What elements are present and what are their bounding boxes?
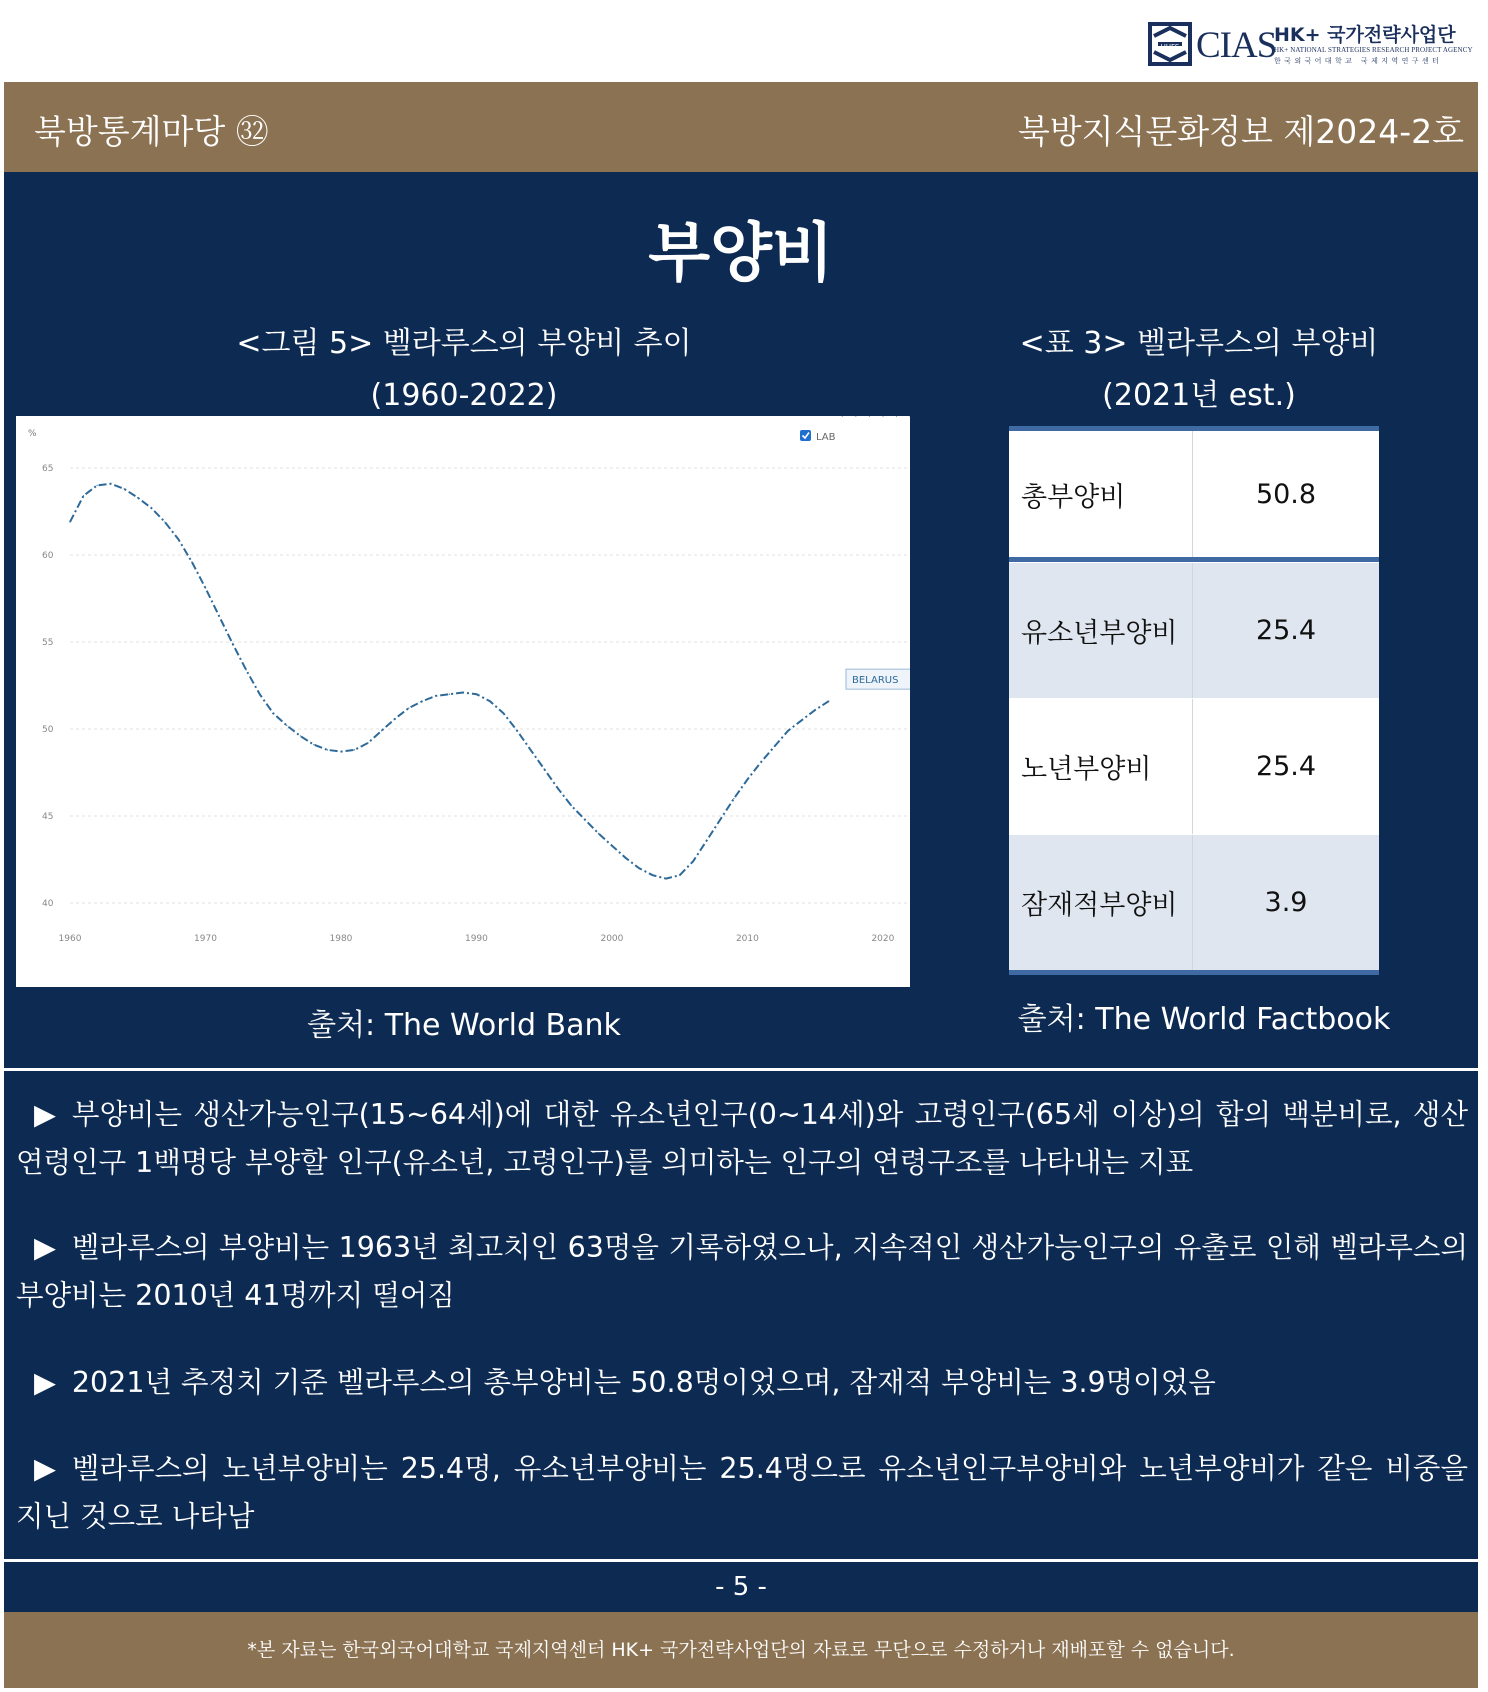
data-point [787, 730, 788, 731]
header-bar [4, 82, 1478, 172]
data-point [218, 615, 219, 616]
figure-caption-line1: <그림 5> 벨라루스의 부양비 추이 [236, 326, 692, 361]
data-point [476, 694, 477, 695]
table-row [1009, 834, 1379, 970]
data-point [83, 495, 84, 496]
data-point [611, 845, 612, 846]
series-line-belarus [70, 484, 829, 879]
logo-agency-sub: 한국외국어대학교 국제지역연구센터 [1274, 57, 1443, 65]
hufs-emblem-icon [1148, 22, 1192, 66]
summary-bullet [16, 1445, 1468, 1541]
data-point [367, 742, 368, 743]
y-tick-label: 45 [42, 812, 54, 822]
data-point [327, 749, 328, 750]
triangle-bullet-icon: ▶ [34, 1366, 56, 1399]
bullet-text: 2021년 추정치 기준 벨라루스의 총부양비는 50.8명이었으며, 잠재적 부양비는 3.9명이었음 [71, 1366, 1216, 1399]
data-point [503, 713, 504, 714]
figure-caption-line2: (1960-2022) [370, 378, 558, 413]
data-point [110, 483, 111, 484]
data-point [381, 730, 382, 731]
data-point [896, 416, 897, 417]
bullet-text: 부양비는 생산가능인구(15~64세)에 대한 유소년인구(0~14세)와 고령인구(65세 이상)의 합의 백분비로, 생산연령인구 1백명당 부양할 인구(유소년, 고령인구)를 의미하는 인구의 연령구조를 나타내는 지표 [16, 1098, 1468, 1179]
data-point [693, 861, 694, 862]
data-point [449, 694, 450, 695]
table-cell-value: 3.9 [1264, 887, 1308, 918]
series-label: BELARUS [852, 675, 899, 687]
data-point [273, 713, 274, 714]
triangle-bullet-icon: ▶ [34, 1231, 56, 1264]
x-tick-label: 2020 [871, 934, 895, 944]
data-point [191, 561, 192, 562]
data-point [828, 701, 829, 702]
copyright-notice: *본 자료는 한국외국어대학교 국제지역센터 HK+ 국가전략사업단의 자료로 무단으로 수정하거나 재배포할 수 없습니다. [4, 1612, 1478, 1688]
data-point [557, 788, 558, 789]
data-point [760, 761, 761, 762]
y-tick-label: 55 [42, 638, 54, 648]
data-point [652, 875, 653, 876]
data-point [584, 819, 585, 820]
table-cell-label: 노년부양비 [1009, 699, 1193, 834]
data-point [571, 805, 572, 806]
data-point [815, 709, 816, 710]
table-caption [999, 318, 1399, 422]
data-point [340, 751, 341, 752]
bullet-text: 벨라루스의 부양비는 1963년 최고치인 63명을 기록하였으나, 지속적인 생산가능인구의 유출로 인해 벨라루스의 부양비는 2010년 41명까지 떨어짐 [16, 1231, 1468, 1312]
data-point [706, 840, 707, 841]
data-point [96, 485, 97, 486]
figure-source: 출처: The World Bank [307, 1008, 621, 1043]
x-tick-label: 1990 [464, 934, 488, 944]
dependency-table [1009, 426, 1379, 975]
data-point [462, 692, 463, 693]
data-point [516, 730, 517, 731]
table-row [1009, 698, 1379, 834]
table-source: 출처: The World Factbook [1017, 1002, 1391, 1037]
data-point [300, 735, 301, 736]
y-tick-label: 65 [42, 464, 54, 474]
y-tick-label: 60 [42, 551, 54, 561]
data-point [909, 416, 910, 417]
data-point [178, 539, 179, 540]
triangle-bullet-icon: ▶ [34, 1452, 56, 1485]
data-point [869, 416, 870, 417]
table-cell-label: 유소년부양비 [1009, 563, 1193, 698]
data-point [733, 798, 734, 799]
x-tick-label: 2000 [600, 934, 624, 944]
dependency-ratio-chart [16, 416, 910, 987]
main-panel [4, 172, 1478, 1068]
data-point [354, 749, 355, 750]
x-tick-label: 1980 [329, 934, 353, 944]
data-point [164, 521, 165, 522]
summary-bullet [16, 1359, 1468, 1407]
table-row [1009, 431, 1379, 562]
data-point [151, 507, 152, 508]
legend-checkbox [800, 430, 811, 441]
data-point [124, 488, 125, 489]
issue-number: 북방지식문화정보 제2024-2호 [1017, 112, 1464, 151]
data-point [720, 819, 721, 820]
legend-label: LAB [816, 432, 836, 443]
svg-text:HUFS: HUFS [1160, 43, 1180, 51]
bullet-text: 벨라루스의 노년부양비는 25.4명, 유소년부양비는 25.4명으로 유소년인구부양비와 노년부양비가 같은 비중을 지닌 것으로 나타남 [16, 1452, 1468, 1533]
data-point [842, 416, 843, 417]
data-point [313, 744, 314, 745]
x-tick-label: 2010 [735, 934, 759, 944]
data-point [530, 749, 531, 750]
data-point [774, 746, 775, 747]
table-cell-value: 50.8 [1255, 478, 1317, 510]
data-point [422, 701, 423, 702]
data-point [666, 878, 667, 879]
data-point [544, 768, 545, 769]
data-point [408, 708, 409, 709]
figure-caption [14, 318, 914, 422]
x-tick-label: 1970 [194, 934, 217, 944]
table-row [1009, 562, 1379, 698]
summary-panel [4, 1071, 1478, 1559]
page-number: - 5 - [4, 1562, 1478, 1612]
logo-agency-en: HK+ NATIONAL STRATEGIES RESEARCH PROJECT AGENCY [1274, 46, 1473, 54]
table-caption-line1: <표 3> 벨라루스의 부양비 [1019, 326, 1379, 361]
y-axis-unit: % [28, 429, 37, 439]
summary-bullet [16, 1091, 1468, 1187]
table-caption-line2: (2021년 est.) [1102, 378, 1296, 413]
data-point [246, 669, 247, 670]
table-cell-label: 총부양비 [1009, 431, 1193, 557]
data-point [137, 497, 138, 498]
data-point [747, 779, 748, 780]
data-point [395, 718, 396, 719]
data-point [679, 875, 680, 876]
cias-logo [1148, 18, 1473, 72]
data-point [625, 857, 626, 858]
summary-bullet [16, 1224, 1468, 1320]
y-tick-label: 40 [42, 899, 54, 909]
x-tick-label: 1960 [58, 934, 82, 944]
data-point [69, 521, 70, 522]
data-point [598, 833, 599, 834]
series-title: 북방통계마당 ㉜ [34, 112, 269, 151]
data-point [205, 587, 206, 588]
data-point [259, 694, 260, 695]
logo-agency-ko: HK+ 국가전략사업단 [1274, 24, 1456, 46]
data-point [801, 720, 802, 721]
data-point [882, 416, 883, 417]
data-point [232, 643, 233, 644]
logo-brand: CIAS [1196, 25, 1277, 66]
chart-svg [16, 416, 910, 987]
page-title: 부양비 [648, 217, 834, 291]
data-point [638, 868, 639, 869]
data-point [855, 416, 856, 417]
data-point [286, 725, 287, 726]
data-point [435, 695, 436, 696]
data-point [489, 701, 490, 702]
triangle-bullet-icon: ▶ [34, 1098, 56, 1131]
table-cell-value: 25.4 [1255, 615, 1317, 646]
y-tick-label: 50 [42, 725, 54, 735]
table-cell-value: 25.4 [1255, 751, 1317, 782]
table-cell-label: 잠재적부양비 [1009, 835, 1193, 970]
